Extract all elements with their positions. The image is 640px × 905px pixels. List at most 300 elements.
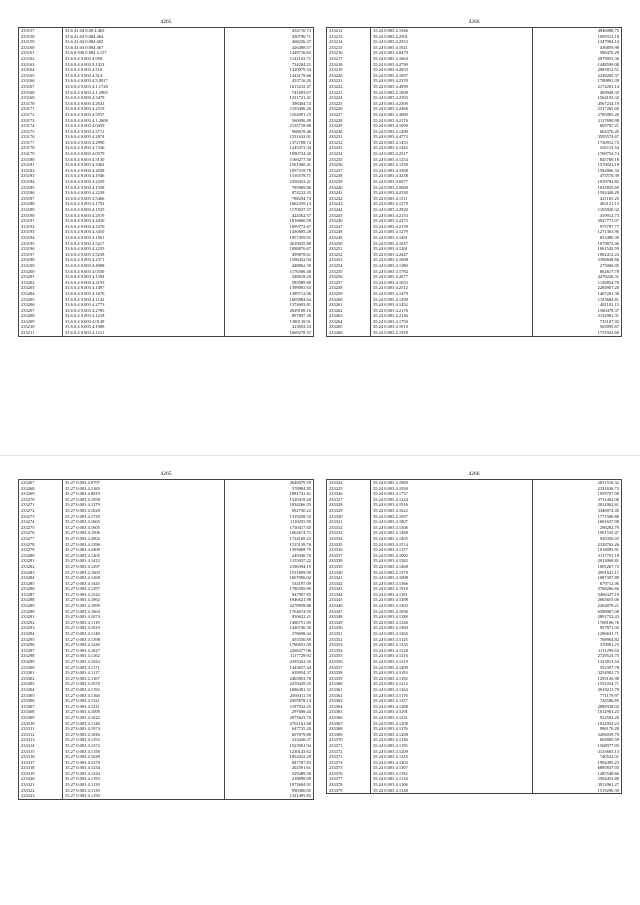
row-code-cell: 35.24 0.003 4.1514 [371,542,533,548]
row-id-cell: 233372 [327,749,371,755]
row-value-cell: 1531632.01 [289,134,311,140]
row-code-cell: 33.6 0.4 0.003 4.0330 [63,269,225,275]
row-value-cell: 664805.59 [599,737,619,743]
row-code-cell: 33.6 0.4 0.003 4.5.0917 [63,78,225,84]
row-code-cell: 33.6 41.04 0.084 465 [63,39,225,45]
row-id-cell: 233352 [327,637,371,643]
row-code-cell: 33.6 0.4 0.003 4.4908 [63,263,225,269]
row-code-cell: 35.24 0.003 4.1409 [371,665,533,671]
row-value-cell: 1669278.37 [289,330,311,336]
row-value-cell: 1515139.76 [289,541,311,547]
page-separator [0,455,640,456]
row-code-cell: 33.6 41.04 0.084.464 [63,34,225,40]
row-value-cell: 1073604.91 [289,782,311,788]
row-code-cell: 33.6 0.4 0.003 4.958 [63,56,225,62]
row-code-cell: 35.27 0.003 4.1398 [63,637,225,643]
row-value-cell: 1857459.91 [289,234,311,240]
row-code-cell: 35.24 0.003 4.1491 [371,235,533,241]
row-code-cell: 35.24 0.003 4.1136 [371,737,533,743]
row-id-cell: 233212 [327,28,371,34]
row-code-cell: 33.6 0.4 0.003 4.3376 [63,224,225,230]
row-id-cell: 233378 [327,782,371,788]
row-value-cell: 1372708.72 [289,139,311,145]
row-code-cell: 33.6 0.4 0.003 4.1.2965 [63,90,225,96]
row-id-cell: 233202 [19,280,63,286]
row-value-cell: 874222.35 [291,190,311,196]
row-id-cell: 233193 [19,229,63,235]
row-id-cell: 233322 [19,788,63,794]
row-value-cell: 1984495.23 [597,759,619,765]
data-table [326,27,622,337]
row-id-cell: 233209 [19,319,63,325]
row-code-cell: 35.24 0.003 4.1379 [371,570,533,576]
row-id-cell: 233184 [19,179,63,185]
row-code-cell: 35.24 0.003 4.1328 [371,648,533,654]
row-id-cell: 233201 [19,274,63,280]
page-number: 4265 [160,471,172,477]
row-id-cell: 233341 [327,575,371,581]
row-value-cell: 6588967.08 [597,608,619,614]
row-id-cell: 233158 [19,34,63,40]
table-row [327,330,622,336]
row-value-cell: 1760653.09 [289,642,311,648]
row-id-cell: 233334 [327,536,371,542]
row-value-cell: 3711462.06 [597,496,619,502]
row-code-cell: 35.24 0.003 4.1622 [371,508,533,514]
row-code-cell: 35.27 0.003 4.1062 [63,597,225,603]
row-code-cell: 33.6 0.4 0.003 4.2632 [63,101,225,107]
row-value-cell: 2891752.43 [597,614,619,620]
row-id-cell: 233338 [327,558,371,564]
row-code-cell: 35.27 0.003 4.1729 [63,514,225,520]
row-id-cell: 233375 [327,765,371,771]
row-code-cell: 35.24 0.003 4.1219 [371,659,533,665]
row-value-cell: 741693.07 [291,89,311,95]
row-code-cell: 35.24 0.003 4.1918 [371,330,533,336]
row-value-cell: 2079953.36 [597,55,619,61]
row-code-cell: 35.24 0.003 4.1930 [371,486,533,492]
row-value-cell: 453716.20 [291,78,311,84]
row-value-cell: 3346974.45 [597,507,619,513]
row-value-cell: 735107.92 [599,318,619,324]
row-id-cell: 233255 [327,269,371,275]
row-value-cell: 2649079.59 [289,480,311,485]
row-id-cell: 233279 [19,547,63,553]
row-id-cell: 233262 [327,308,371,314]
row-id-cell: 233340 [327,570,371,576]
row-code-cell: 35.24 0.003 4.1164 [371,687,533,693]
row-value-cell: 430790.71 [291,33,311,39]
row-id-cell: 233261 [327,302,371,308]
row-value-cell: 3595574.67 [597,134,619,140]
row-value-cell: 968678.46 [291,128,311,134]
row-id-cell: 233337 [327,553,371,559]
row-id-cell: 233327 [327,497,371,503]
row-id-cell: 233215 [327,45,371,51]
row-code-cell: 35.27 0.003 4.1027 [63,648,225,654]
row-id-cell: 233269 [19,491,63,497]
row-id-cell: 233250 [327,241,371,247]
row-id-cell: 233246 [327,218,371,224]
row-code-cell: 33.6 0.4 0.003 4.2038 [63,168,225,174]
row-id-cell: 233188 [19,201,63,207]
row-value-cell: 1296631.71 [597,631,619,637]
row-value-cell: 1187932.25 [289,703,311,709]
row-code-cell: 35.27 0.003 4.1095 [63,709,225,715]
row-id-cell: 233253 [327,257,371,263]
row-code-cell: 35.27 0.003 4.0019 [63,491,225,497]
row-value-cell: 1605884.64 [289,296,311,302]
row-value-cell: 1039782.82 [597,179,619,185]
row-id-cell: 233196 [19,246,63,252]
row-value-cell: 424562.57 [291,212,311,218]
row-code-cell: 35.27 0.003 4.1297 [63,586,225,592]
row-id-cell: 233363 [327,698,371,704]
row-value-cell: 1901535.47 [597,530,619,536]
row-value-cell: 2465853.78 [289,675,311,681]
row-id-cell: 233232 [327,140,371,146]
row-code-cell: 35.27 0.003 4.1022 [63,715,225,721]
row-id-cell: 233301 [19,670,63,676]
row-id-cell: 233329 [327,508,371,514]
row-code-cell: 35.24 0.003 4.2553 [371,39,533,45]
row-id-cell: 233175 [19,129,63,135]
row-id-cell: 233278 [19,542,63,548]
row-id-cell: 233271 [19,502,63,508]
row-code-cell: 35.24 0.003 4.2920 [371,207,533,213]
row-id-cell: 233343 [327,586,371,592]
row-value-cell: 323692.54 [291,324,311,330]
row-id-cell: 233369 [327,732,371,738]
row-value-cell: 421165.25 [600,195,619,201]
row-id-cell: 233376 [327,771,371,777]
row-value-cell: 5768266.66 [597,586,619,592]
row-id-cell: 233350 [327,625,371,631]
row-value-cell: 370991.23 [599,642,619,648]
row-code-cell: 35.24 0.003 4.2153 [371,213,533,219]
row-code-cell: 35.24 0.003 4.1348 [371,788,533,794]
row-code-cell: 35.24 0.003 4.2300 [371,101,533,107]
row-code-cell: 35.24 0.003 4.1125 [371,637,533,643]
row-id-cell: 233364 [327,704,371,710]
row-id-cell: 233379 [327,788,371,794]
row-id-cell: 233267 [19,480,63,486]
row-id-cell: 233339 [327,564,371,570]
row-id-cell: 233210 [19,324,63,330]
row-code-cell: 33.6 0.4 0.003 4.1928 [63,185,225,191]
row-id-cell: 233264 [327,319,371,325]
row-value-cell: 1523901.94 [289,742,311,748]
row-code-cell: 35.27 0.003 4.1958 [63,497,225,503]
row-value-cell: 1110255.95 [289,519,311,525]
row-value-cell: 1582066.34 [597,167,619,173]
row-code-cell: 33.6 0.4 0.003 4.3402 [63,162,225,168]
row-code-cell: 33.6 0.4 0.003 4.1908 [63,324,225,330]
row-value-cell: 771179.97 [600,692,619,698]
row-code-cell: 33.6 0.4 0.003 4.0459 [63,123,225,129]
row-code-cell: 35.27 0.003 4.1270 [63,760,225,766]
row-id-cell: 233357 [327,665,371,671]
row-code-cell: 35.24 0.003 4.3368 [371,168,533,174]
row-code-cell: 35.24 0.003 4.1291 [371,709,533,715]
row-value-cell: 2395432.35 [289,659,311,664]
row-code-cell: 35.27 0.003 4.1321 [63,698,225,704]
row-value-cell: 768964.82 [599,636,619,642]
row-code-cell: 35.24 0.003 4.2159 [371,224,533,230]
row-value-cell: 1389712.06 [289,290,311,296]
row-id-cell: 233229 [327,123,371,129]
row-code-cell: 35.24 0.003 4.2370 [371,78,533,84]
row-code-cell: 35.24 0.003 4.1299 [371,297,533,303]
row-code-cell: 35.24 0.003 4.1366 [371,581,533,587]
row-code-cell: 35.24 0.003 4.1106 [371,782,533,788]
row-code-cell: 33.6 0.4 0.003 4.2235 [63,246,225,252]
row-code-cell: 35.27 0.003 4.1405 [63,553,225,559]
row-id-cell: 233266 [327,330,371,336]
row-code-cell: 35.24 0.003 4.1490 [371,129,533,135]
row-id-cell: 233176 [19,134,63,140]
row-id-cell: 233166 [19,78,63,84]
row-value-cell: 378698.44 [291,631,311,637]
row-code-cell: 35.24 0.003 4.1637 [371,241,533,247]
row-id-cell: 233242 [327,196,371,202]
row-id-cell: 233276 [19,530,63,536]
row-code-cell: 35.24 0.003 4.4999 [371,84,533,90]
row-id-cell: 233197 [19,252,63,258]
row-code-cell: 33.6 0.4 0.003 4.1497 [63,285,225,291]
row-value-cell: 534197.09 [291,580,311,586]
row-id-cell: 233256 [327,274,371,280]
row-id-cell: 233258 [327,285,371,291]
row-value-cell: 2249265.37 [597,72,619,78]
row-code-cell: 35.24 0.003 4.1182 [371,771,533,777]
row-value-cell: 2331636.72 [597,485,619,491]
row-value-cell: 1018095.91 [597,547,619,553]
row-value-cell: 1861542.59 [597,246,619,252]
row-value-cell: 1088876.67 [289,246,311,252]
row-value-cell: 2991621.11 [597,569,619,575]
row-id-cell: 233309 [19,715,63,721]
row-id-cell: 233243 [327,201,371,207]
row-code-cell: 33.6 0.4 0.003 4.2359 [63,179,225,185]
row-value-cell: 1592446.29 [597,190,619,196]
row-value-cell: 2270958.80 [289,603,311,609]
row-code-cell: 35.27 0.003 4.1240 [63,642,225,648]
row-id-cell: 233199 [19,263,63,269]
row-value-cell: 1169277.30 [289,156,311,162]
row-code-cell: 35.24 0.003 4.2176 [371,118,533,124]
row-id-cell: 233245 [327,213,371,219]
row-id-cell: 233219 [327,67,371,73]
row-value-cell: 297608.44 [291,709,311,715]
row-code-cell: 35.27 0.003 4.1118 [63,620,225,626]
row-id-cell: 233275 [19,525,63,531]
row-value-cell: 922502.26 [599,714,619,720]
row-id-cell: 233294 [19,631,63,637]
row-value-cell: 785969.80 [291,184,311,190]
row-id-cell: 233310 [19,721,63,727]
row-id-cell: 233345 [327,597,371,603]
row-code-cell: 33.6 0.4 0.003 4.5217 [63,241,225,247]
row-value-cell: 1022052.23 [597,720,619,726]
row-value-cell: 202591.61 [291,765,311,771]
row-id-cell: 233291 [19,614,63,620]
row-code-cell: 35.27 0.003 4.1268 [63,575,225,581]
row-id-cell: 233235 [327,157,371,163]
row-id-cell: 233172 [19,112,63,118]
row-value-cell: 3396848.66 [597,257,619,263]
row-code-cell: 33.6 0.940 0.084 4.157 [63,50,225,56]
table-row [19,793,314,799]
row-code-cell: 35.24 0.003 4.1002 [371,553,533,559]
row-code-cell: 35.24 0.003 4.2517 [371,151,533,157]
row-id-cell: 233324 [327,480,371,486]
data-table [326,479,622,794]
row-id-cell: 233159 [19,39,63,45]
row-code-cell: 33.6 0.4 0.003 4.7336 [63,145,225,151]
row-id-cell: 233191 [19,218,63,224]
row-code-cell: 35.27 0.003 4.1663 [63,609,225,615]
row-id-cell: 233312 [19,732,63,738]
row-id-cell: 233162 [19,56,63,62]
row-code-cell: 35.24 0.003 4.1910 [371,324,533,330]
table-row [327,788,622,794]
row-value-cell: 1035855.69 [597,184,619,190]
row-code-cell: 35.27 0.003 4.1628 [63,508,225,514]
row-value-cell: 1079873.46 [597,240,619,246]
row-id-cell: 233251 [327,246,371,252]
row-value-cell: 298282.79 [599,524,619,530]
row-id-cell: 233377 [327,776,371,782]
row-value-cell: 398404.74 [291,100,311,106]
row-id-cell: 233171 [19,106,63,112]
row-code-cell: 33.6 0.4 0.003 4.3711 [63,129,225,135]
row-code-cell: 33.6 0.4 0.003 4.2238 [63,190,225,196]
row-value-cell: 2785065.26 [597,111,619,117]
row-value-cell: 481182.15 [600,302,619,308]
row-value-cell: 1374693.81 [289,302,311,308]
row-value-cell: 1090724.26 [289,151,311,157]
row-id-cell: 233213 [327,34,371,40]
row-id-cell: 233226 [327,106,371,112]
row-id-cell: 233205 [19,297,63,303]
row-value-cell: 1426746.30 [289,625,311,631]
row-code-cell: 35.24 0.003 4.2799 [371,62,533,68]
row-value-cell: 469948.35 [599,89,619,95]
row-id-cell: 233187 [19,196,63,202]
row-value-cell: 1320079.34 [289,67,311,73]
row-id-cell: 233283 [19,570,63,576]
row-value-cell: 1613232.47 [289,83,311,89]
row-code-cell: 35.24 0.003 4.1238 [371,162,533,168]
row-id-cell: 233227 [327,112,371,118]
row-id-cell: 233211 [19,330,63,336]
row-id-cell: 233281 [19,558,63,564]
row-code-cell: 35.24 0.003 4.1193 [371,670,533,676]
row-id-cell: 233333 [327,530,371,536]
row-id-cell: 233244 [327,207,371,213]
row-id-cell: 233273 [19,514,63,520]
row-id-cell: 233169 [19,95,63,101]
row-id-cell: 233224 [327,95,371,101]
row-code-cell: 35.27 0.003 4.1019 [63,625,225,631]
row-value-cell: 4478226.31 [597,274,619,280]
row-code-cell: 35.24 0.003 4.3238 [371,173,533,179]
row-id-cell: 233332 [327,525,371,531]
row-id-cell: 233304 [19,687,63,693]
row-value-cell: 1946621.98 [289,597,311,603]
row-id-cell: 233225 [327,101,371,107]
row-id-cell: 233325 [327,486,371,492]
page-bottom-right [326,470,622,794]
row-id-cell: 233299 [19,659,63,665]
row-code-cell: 35.24 0.003 4.1479 [371,291,533,297]
row-id-cell: 233348 [327,614,371,620]
row-id-cell: 233257 [327,280,371,286]
page-top-left [18,18,314,337]
row-id-cell: 233252 [327,252,371,258]
row-id-cell: 233239 [327,179,371,185]
row-value-cell: 592397.78 [599,664,619,670]
row-value-cell: 2358453.21 [289,179,311,185]
row-code-cell: 35.27 0.003 4.1171 [63,665,225,671]
row-code-cell: 33.6 0.4 0.003 4.0149 [63,319,225,325]
row-value-cell: 586470.29 [599,50,619,56]
row-value-cell: 1316578.71 [289,173,311,179]
row-id-cell: 233170 [19,101,63,107]
row-code-cell: 35.24 0.003 4.2593 [371,95,533,101]
row-code-cell: 33.6 0.4 0.003 4.1676 [63,291,225,297]
page-number: 4266 [468,19,480,25]
row-value-cell: 1466751.69 [289,619,311,625]
row-code-cell: 33.6 0.4 0.003 4.1792 [63,201,225,207]
row-code-cell: 35.24 0.003 4.1181 [371,592,533,598]
row-id-cell: 233260 [327,297,371,303]
row-value-cell: 3133665.13 [597,748,619,754]
row-code-cell: 33.6 0.4 0.003 4.2519 [63,106,225,112]
row-id-cell: 233274 [19,519,63,525]
row-value-cell: 1724169.23 [289,535,311,541]
row-id-cell: 233177 [19,140,63,146]
row-id-cell: 233289 [19,603,63,609]
row-value-cell: 734204.21 [291,61,311,67]
row-code-cell: 35.24 0.003 4.1946 [371,28,533,34]
row-value-cell: 578984.85 [291,485,311,491]
row-code-cell: 35.24 0.003 4.1098 [371,575,533,581]
row-code-cell: 35.24 0.003 4.1453 [371,140,533,146]
row-id-cell: 233259 [327,291,371,297]
row-id-cell: 233204 [19,291,63,297]
row-value-cell: 463121.15 [599,201,619,207]
row-id-cell: 233265 [327,324,371,330]
row-id-cell: 233353 [327,642,371,648]
row-code-cell: 35.24 0.003 4.1608 [371,90,533,96]
row-id-cell: 233222 [327,84,371,90]
row-code-cell: 35.24 0.003 4.1254 [371,157,533,163]
row-value-cell: 2152981.31 [597,313,619,319]
row-code-cell: 35.27 0.003 4.1244 [63,771,225,777]
row-id-cell: 233293 [19,625,63,631]
row-id-cell: 233161 [19,50,63,56]
row-value-cell: 2012962.61 [597,502,619,508]
row-code-cell: 35.24 0.003 4.1245 [371,754,533,760]
row-id-cell: 233192 [19,224,63,230]
row-id-cell: 233236 [327,162,371,168]
row-id-cell: 233185 [19,185,63,191]
row-id-cell: 233231 [327,134,371,140]
row-value-cell: 1531809.09 [289,569,311,575]
row-id-cell: 233300 [19,665,63,671]
